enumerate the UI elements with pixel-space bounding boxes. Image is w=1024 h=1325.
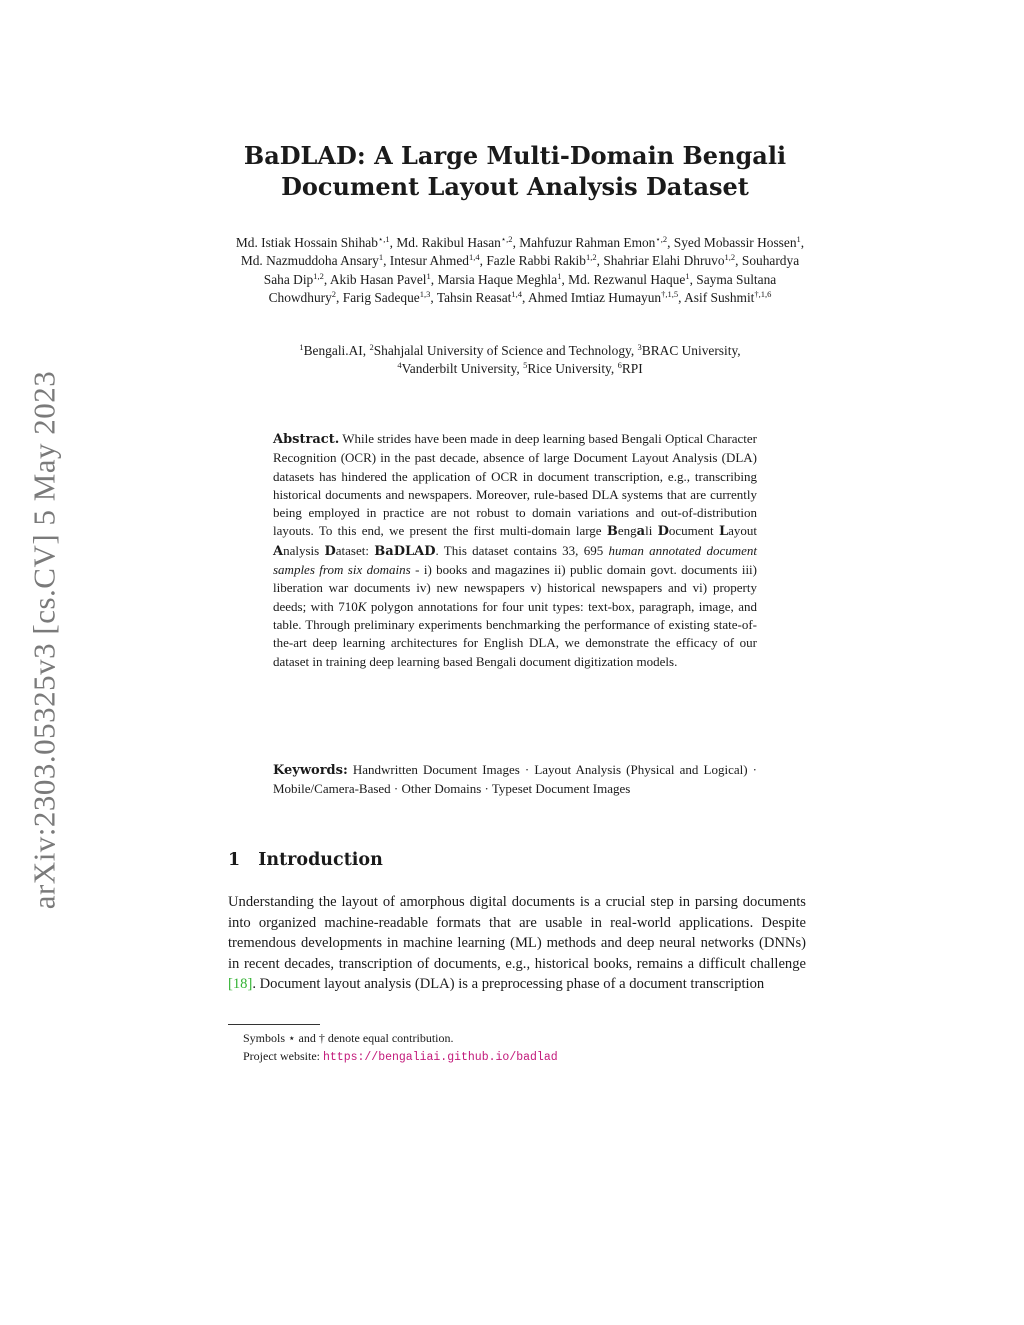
- author-affiliation-marks: 2: [331, 288, 337, 299]
- author-name: Mahfuzur Rahman Emon: [519, 235, 656, 250]
- affiliation-separator: ,: [630, 343, 638, 358]
- dataset-name-initial: B: [606, 524, 618, 540]
- author-name: Syed Mobassir Hossen: [673, 235, 797, 250]
- affiliation-number: 3: [637, 342, 642, 352]
- author-separator: ,: [512, 235, 520, 250]
- author-affiliation-marks: †,1,5: [661, 288, 679, 299]
- author-name: Md. Istiak Hossain Shihab: [235, 235, 378, 250]
- author-list: [228, 234, 812, 307]
- author-separator: ,: [430, 289, 437, 305]
- author-name: Asif Sushmit: [684, 289, 755, 305]
- author-name: Marsia Haque Meghla: [437, 271, 558, 287]
- affiliation-number: 2: [369, 342, 374, 352]
- section-heading-introduction: [228, 850, 383, 870]
- affiliation-list: [228, 342, 812, 379]
- author-separator: ,: [689, 271, 697, 287]
- author-separator: ,: [678, 289, 685, 305]
- intro-text-2: . Document layout analysis (DLA) is a preprocessing phase of a document transcription: [252, 976, 765, 992]
- author-name: Shahriar Elahi Dhruvo: [603, 253, 725, 269]
- author-affiliation-marks: ⋆,1: [377, 234, 390, 244]
- dataset-name-rest: ayout: [728, 523, 757, 539]
- affiliation-separator: ,: [516, 361, 524, 377]
- author-name: Md. Rakibul Hasan: [396, 235, 501, 250]
- citation-link[interactable]: [18]: [228, 976, 253, 992]
- author-separator: ,: [479, 253, 487, 269]
- intro-text-1: Understanding the layout of amorphous digital documents is a crucial step in parsing documents into organized machine-readable formats that are usable in real-world applications. Despite tremendous developments in machine learning (ML) methods and deep neural networks (DNNs) in recent decades, transcription of documents, e.g., historical books, remains a difficult challenge: [228, 894, 806, 972]
- affiliation-name: Bengali.AI: [303, 343, 363, 358]
- author-name: Intesur Ahmed: [389, 253, 469, 269]
- abstract: [273, 430, 757, 671]
- dataset-name-initial: D: [324, 543, 336, 559]
- dataset-name-initial: L: [718, 524, 729, 540]
- affiliation-number: 1: [299, 342, 304, 352]
- author-name: Fazle Rabbi Rakib: [486, 253, 586, 269]
- author-separator: ,: [430, 271, 438, 287]
- author-name: Akib Hasan Pavel: [329, 271, 427, 287]
- keywords-text: Handwritten Document Images · Layout Analysis (Physical and Logical) · Mobile/Camera-Based · Other Domains · Typeset Document Images: [273, 762, 757, 797]
- author-separator: ,: [323, 271, 330, 287]
- author-separator: ,: [667, 235, 674, 250]
- abstract-colon: :: [365, 542, 375, 558]
- title-line-1: BaDLAD: A Large Multi-Domain Bengali: [243, 141, 787, 170]
- introduction-paragraph: [228, 892, 806, 995]
- section-title: Introduction: [258, 850, 383, 870]
- abstract-label: Abstract.: [273, 432, 340, 447]
- footnote-project: [243, 1047, 803, 1067]
- author-separator: ,: [383, 253, 390, 269]
- affiliation-name: BRAC University: [641, 343, 738, 358]
- affiliation-name: Rice University: [527, 361, 611, 377]
- affiliation-separator: ,: [610, 361, 618, 377]
- dataset-name-rest: ataset: [335, 542, 366, 558]
- affiliation-name: Shahjalal University of Science and Technology: [373, 343, 631, 358]
- footnote-rule: [228, 1024, 320, 1025]
- abstract-math-var: K: [357, 598, 367, 614]
- abstract-emphasis: human annotated document samples from six domains: [273, 542, 757, 578]
- affiliation-separator: ,: [737, 343, 741, 358]
- author-name: Tahsin Reasat: [436, 289, 512, 305]
- footnotes: [243, 1029, 803, 1067]
- abstract-text-1: While strides have been made in deep learning based Bengali Optical Character Recognition (OCR) in the past decade, absence of large Document Layout Analysis (DLA) datasets has hindered the application of OCR in document transcription, e.g., transcribing historical documents and newspapers. Moreover, rule-based DLA systems that are currently being employed in practice are not robust to domain variations and out-of-distribution layouts. To this end, we present the first multi-domain large: [273, 431, 757, 539]
- author-name: Farig Sadeque: [342, 289, 420, 305]
- author-affiliation-marks: 1,2: [724, 252, 736, 263]
- author-separator: ,: [522, 289, 528, 305]
- author-affiliation-marks: 1: [378, 252, 384, 263]
- author-separator: ,: [389, 235, 397, 250]
- dataset-name-initial: D: [657, 524, 669, 540]
- abstract-text-3: - i) books and magazines ii) public domain govt. documents iii) liberation war documents iv) new newspapers v) historical newspapers and vi) property deeds; with 710: [273, 562, 757, 614]
- author-name: Md. Nazmuddoha Ansary: [240, 253, 379, 269]
- affiliation-name: RPI: [621, 361, 643, 377]
- section-number: 1: [228, 850, 241, 870]
- dataset-name-initial: A: [273, 543, 284, 559]
- author-affiliation-marks: ⋆,2: [655, 234, 668, 244]
- project-url-link[interactable]: https://bengaliai.github.io/badlad: [322, 1051, 558, 1064]
- affiliation-number: 5: [523, 360, 528, 371]
- project-label: Project website:: [243, 1049, 323, 1063]
- author-affiliation-marks: 1,3: [419, 288, 431, 299]
- author-affiliation-marks: 1: [796, 234, 801, 244]
- dataset-name-rest: nalysis: [283, 542, 325, 558]
- author-affiliation-marks: 1,4: [468, 252, 480, 263]
- author-name: Souhardya Saha Dip: [263, 253, 800, 287]
- keywords: [273, 761, 757, 799]
- affiliation-name: Vanderbilt University: [401, 361, 517, 377]
- title-line-2: Document Layout Analysis Dataset: [281, 172, 749, 201]
- dataset-acronym: BaDLAD: [374, 543, 436, 559]
- affiliation-number: 6: [617, 360, 622, 371]
- author-separator: ,: [735, 253, 742, 269]
- author-affiliation-marks: 1,4: [511, 288, 523, 299]
- author-separator: ,: [561, 271, 569, 287]
- keywords-label: Keywords:: [273, 763, 348, 778]
- affiliation-separator: ,: [362, 343, 370, 358]
- dataset-name-rest: eng: [617, 523, 637, 539]
- footnote-symbols: Symbols ⋆ and † denote equal contribution.: [243, 1031, 454, 1045]
- author-affiliation-marks: 1: [557, 270, 562, 281]
- author-affiliation-marks: †,1,6: [754, 288, 772, 299]
- author-affiliation-marks: 1: [685, 270, 690, 281]
- author-name: Sayma Sultana Chowdhury: [268, 271, 777, 305]
- author-affiliation-marks: ⋆,2: [500, 234, 513, 244]
- author-separator: ,: [800, 235, 805, 250]
- dataset-name-initial: a: [636, 524, 646, 540]
- abstract-text-4: polygon annotations for four unit types: text-box, paragraph, image, and table. Through preliminary experiments benchmarking the performance of existing state-of-the-art deep learning architectures for English DLA, we demonstrate the efficacy of our dataset in training deep learning based Bengali document digitization models.: [273, 598, 757, 669]
- author-name: Md. Rezwanul Haque: [568, 271, 686, 287]
- affiliation-number: 4: [397, 360, 402, 371]
- paper-title: [200, 140, 830, 202]
- dataset-name-rest: ocument: [668, 523, 719, 539]
- author-separator: ,: [596, 253, 604, 269]
- author-name: Ahmed Imtiaz Humayun: [527, 289, 662, 305]
- arxiv-identifier: [24, 350, 64, 930]
- author-separator: ,: [336, 289, 343, 305]
- arxiv-id-text: arXiv:2303.05325v3 [cs.CV] 5 May 2023: [26, 370, 61, 910]
- author-affiliation-marks: 1,2: [313, 270, 324, 281]
- author-affiliation-marks: 1,2: [585, 252, 597, 263]
- author-affiliation-marks: 1: [426, 270, 431, 281]
- abstract-text-2: . This dataset contains 33, 695: [435, 542, 609, 558]
- dataset-name-rest: li: [645, 523, 658, 539]
